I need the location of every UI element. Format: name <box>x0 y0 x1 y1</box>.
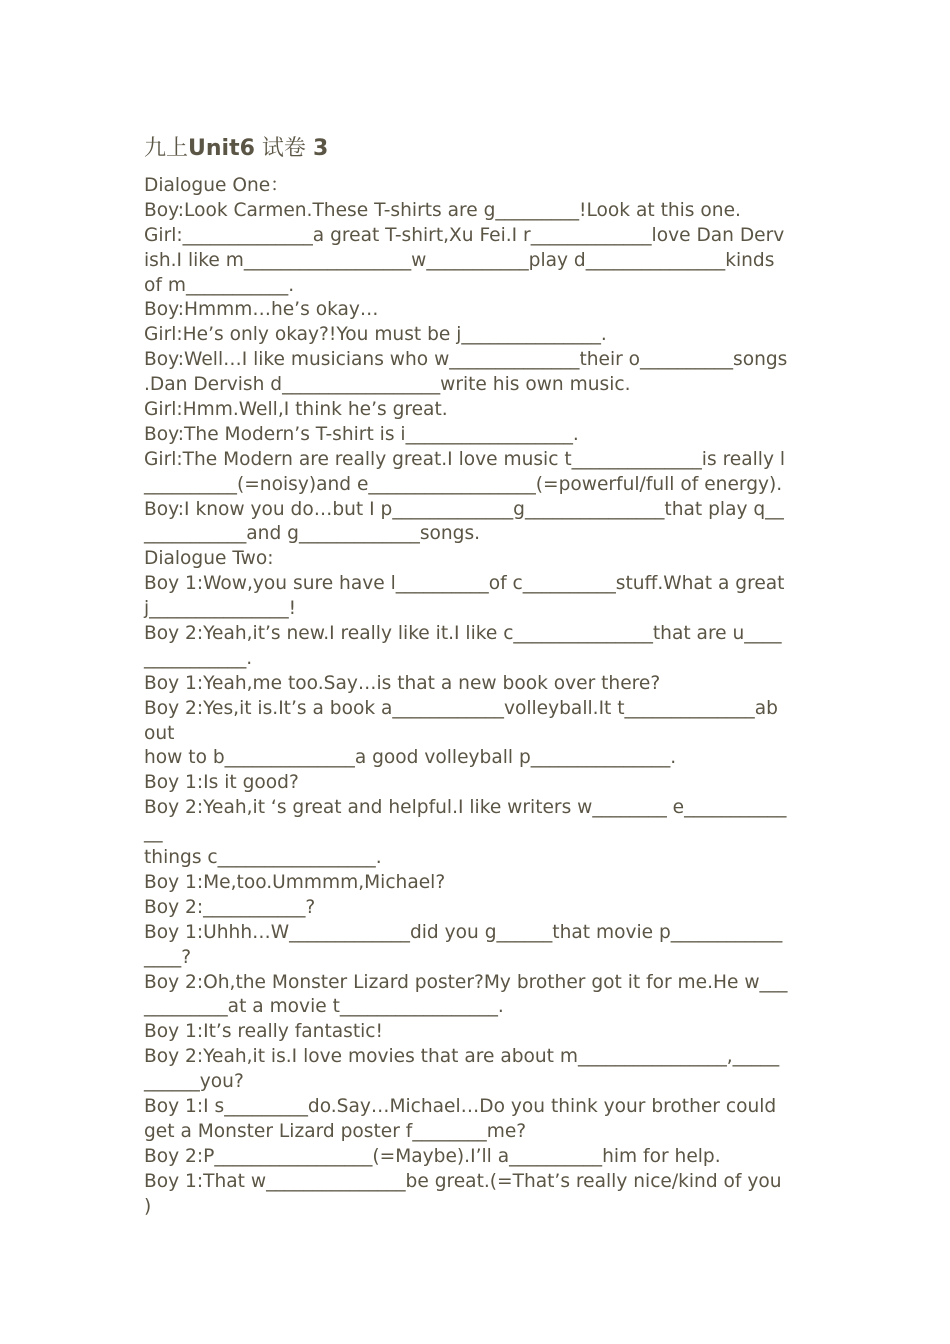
text-line: Boy 1:Me,too.Ummmm,Michael? <box>144 871 446 893</box>
title-prefix: 九上 <box>144 136 189 161</box>
text-line: ______you? <box>144 1071 244 1093</box>
text-line: ___________and g_____________songs. <box>144 523 481 545</box>
text-line: out <box>144 722 175 744</box>
text-line: __________(=noisy)and e__________________(=powerful/full of energy). <box>144 473 783 495</box>
text-line: .Dan Dervish d_________________write his own music. <box>144 374 631 396</box>
text-line: __ <box>144 822 163 844</box>
text-line: Dialogue Two: <box>144 548 274 570</box>
text-line: Dialogue One： <box>144 175 289 196</box>
text-line: ____? <box>144 946 192 968</box>
text-line: Boy 2:Yeah,it ‘s great and helpful.I like writers w________ e___________ <box>144 797 787 819</box>
text-line: things c_________________. <box>144 847 382 869</box>
page-title <box>144 134 328 164</box>
text-line: Boy 1:I s_________do.Say…Michael…Do you think your brother could <box>144 1095 777 1117</box>
text-line: ___________. <box>144 647 253 669</box>
text-line: j_______________! <box>144 598 297 620</box>
text-line: Boy 2:Oh,the Monster Lizard poster?My brother got it for me.He w___ <box>144 971 788 993</box>
text-line: Girl:He’s only okay?!You must be j_______________. <box>144 324 607 346</box>
text-line: ish.I like m__________________w___________play d_______________kinds <box>144 249 775 271</box>
text-line: _________at a movie t_________________. <box>144 996 504 1018</box>
title-unit: Unit6 <box>188 136 255 161</box>
text-line: Girl:______________a great T-shirt,Xu Fei.I r_____________love Dan Derv <box>144 224 785 246</box>
text-line: Boy 1:Is it good? <box>144 772 299 794</box>
text-line: Boy:I know you do…but I p_____________g_______________that play q__ <box>144 498 784 520</box>
text-line: get a Monster Lizard poster f________me? <box>144 1120 527 1142</box>
text-line: Boy:Hmmm…he’s okay… <box>144 299 379 321</box>
text-line: of m___________. <box>144 274 295 296</box>
text-line: Boy 2:Yeah,it is.I love movies that are about m________________,_____ <box>144 1046 780 1068</box>
text-line: Boy 1:Uhhh…W_____________did you g______that movie p____________ <box>144 921 783 943</box>
text-line: ) <box>144 1195 152 1217</box>
text-line: Boy:Well…I like musicians who w______________their o__________songs <box>144 349 788 371</box>
text-line: Boy 2:P_________________(=Maybe).I’ll a__________him for help. <box>144 1145 721 1167</box>
text-line: Boy 1:Wow,you sure have l__________of c__________stuff.What a great <box>144 573 785 595</box>
text-line: Boy 1:That w_______________be great.(=That’s really nice/kind of you <box>144 1170 782 1192</box>
text-line: Boy:The Modern’s T-shirt is i__________________. <box>144 423 579 445</box>
text-line: Boy 1:Yeah,me too.Say…is that a new book over there? <box>144 672 661 694</box>
dialogue-text <box>144 174 814 1219</box>
text-line: Boy 2:___________? <box>144 896 316 918</box>
text-line: Boy:Look Carmen.These T-shirts are g_________!Look at this one. <box>144 199 741 221</box>
title-mid: 试卷 <box>261 136 306 161</box>
title-number: 3 <box>312 136 329 161</box>
text-line: Boy 2:Yes,it is.It’s a book a____________volleyball.It t______________ab <box>144 697 778 719</box>
text-line: Girl:The Modern are really great.I love music t______________is really l <box>144 448 786 470</box>
text-line: Girl:Hmm.Well,I think he’s great. <box>144 399 448 421</box>
text-line: Boy 2:Yeah,it’s new.I really like it.I like c_______________that are u____ <box>144 623 782 645</box>
text-line: how to b______________a good volleyball p_______________. <box>144 747 677 769</box>
text-line: Boy 1:It’s really fantastic! <box>144 1021 383 1043</box>
